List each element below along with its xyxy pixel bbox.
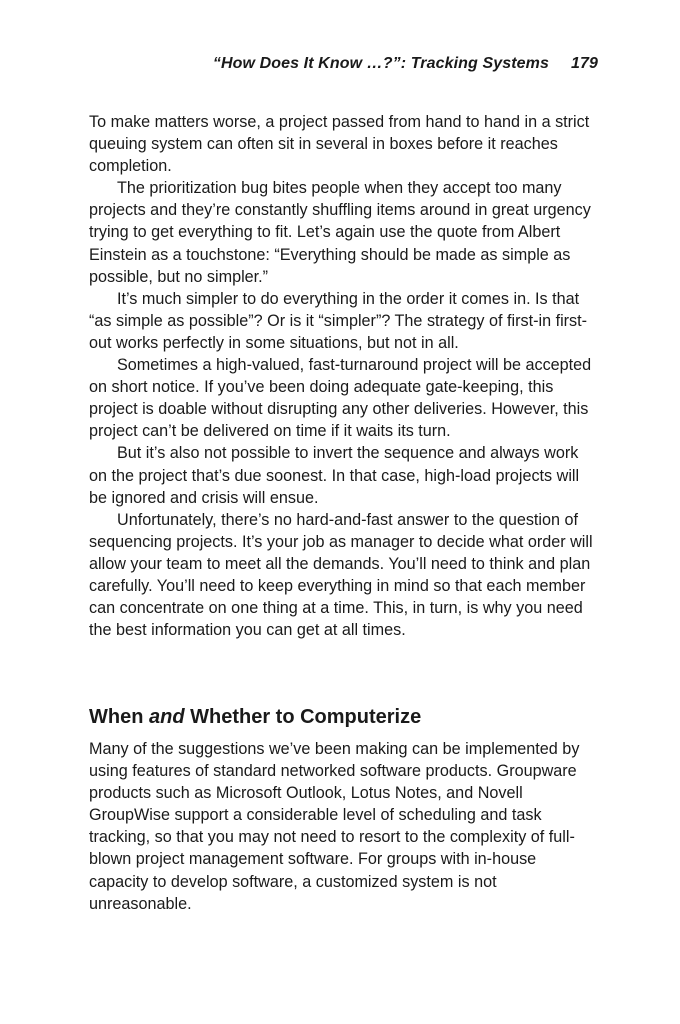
paragraph: Many of the suggestions we’ve been making can be implemented by using features of standard networked software products. Groupware products such as Microsoft Outlook, Lotus Notes, and Novell GroupWise support a considerable level of scheduling and task tracking, so that you may not need to resort to the complexity of full-blown project management software. For groups with in-house capacity to develop software, a customized system is not unreasonable. bbox=[89, 740, 580, 913]
body-text bbox=[89, 111, 595, 641]
paragraph: But it’s also not possible to invert the sequence and always work on the project that’s due soonest. In that case, high-load projects will be ignored and crisis will ensue. bbox=[89, 444, 580, 507]
paragraph: The prioritization bug bites people when they accept too many projects and they’re constantly shuffling items around in great urgency trying to get everything to fit. Let’s again use the quote from Albert Einstein as a touchstone: “Everything should be made as simple as possible, but no simpler.” bbox=[89, 179, 591, 286]
paragraph: It’s much simpler to do everything in the order it comes in. Is that “as simple as possible”? Or is it “simpler”? The strategy of first-in first-out works perfectly in some situations, but not in all. bbox=[89, 289, 588, 352]
paragraph: Sometimes a high-valued, fast-turnaround project will be accepted on short notice. If you’ve been doing adequate gate-keeping, this project is doable without disrupting any other deliveries. However, this project can’t be delivered on time if it waits its turn. bbox=[89, 356, 592, 441]
section-heading-emphasis: and bbox=[149, 706, 185, 728]
section-heading-part: When bbox=[89, 706, 149, 728]
paragraph: To make matters worse, a project passed from hand to hand in a strict queuing system can often sit in several in boxes before it reaches completion. bbox=[89, 113, 590, 176]
section-heading-part: Whether to Computerize bbox=[184, 706, 422, 728]
section-heading bbox=[89, 704, 421, 730]
running-head bbox=[213, 55, 598, 73]
paragraph: Unfortunately, there’s no hard-and-fast answer to the question of sequencing projects. It’s your job as manager to decide what order will allow your team to meet all the demands. You’ll need to think and plan carefully. You’ll need to keep everything in mind so that each member can concentrate on one thing at a time. This, in turn, is why you need the best information you can get at all times. bbox=[89, 510, 593, 640]
running-title: “How Does It Know …?”: Tracking Systems bbox=[212, 55, 549, 72]
section-body bbox=[89, 738, 595, 915]
page-number: 179 bbox=[571, 55, 598, 72]
